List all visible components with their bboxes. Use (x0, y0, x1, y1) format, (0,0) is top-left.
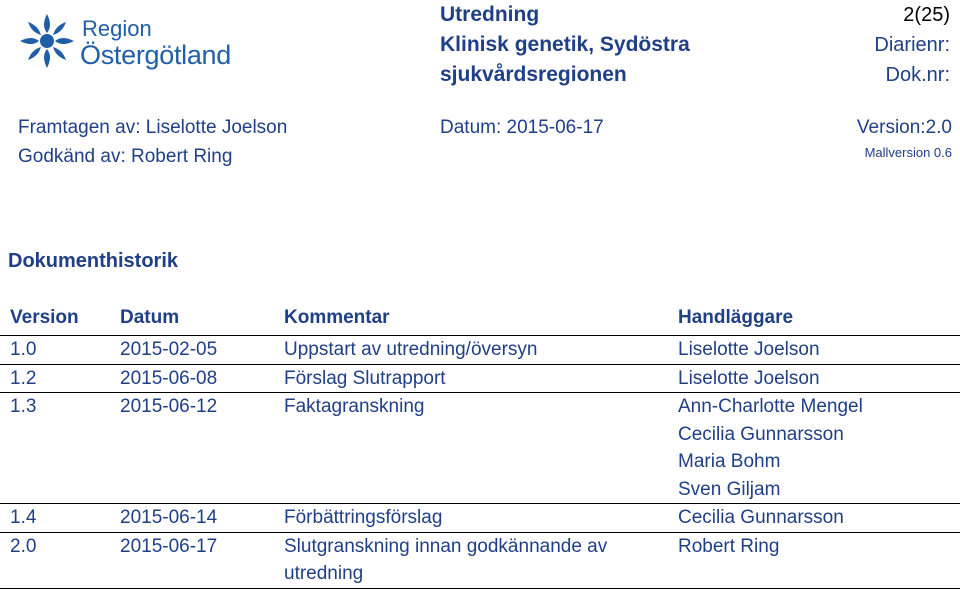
template-version: Mallversion 0.6 (864, 145, 952, 160)
document-title-line: Klinisk genetik, Sydöstra (440, 33, 690, 56)
cell-version: 1.0 (0, 336, 110, 365)
section-heading: Dokumenthistorik (8, 250, 179, 272)
document-identifiers (750, 0, 950, 90)
column-header-comment: Kommentar (274, 300, 668, 336)
handler-name: Ann-Charlotte Mengel (678, 396, 863, 417)
cell-date: 2015-06-12 (110, 393, 274, 504)
logo-name-text: Östergötland (80, 40, 231, 70)
handler-name: Liselotte Joelson (678, 367, 820, 389)
cell-version: 1.2 (0, 364, 110, 393)
cell-handler (668, 532, 960, 588)
prepared-by: Framtagen av: Liselotte Joelson (18, 117, 288, 138)
document-title (440, 0, 740, 90)
table-row (0, 532, 960, 588)
handler-name: Cecilia Gunnarsson (678, 507, 844, 528)
table-row (0, 504, 960, 533)
document-history (0, 300, 960, 589)
history-table (0, 300, 960, 589)
cell-handler (668, 336, 960, 365)
cell-handler (668, 393, 960, 504)
table-row (0, 393, 960, 504)
document-header (0, 0, 960, 180)
column-header-date: Datum (110, 300, 274, 336)
document-date: Datum: 2015-06-17 (440, 117, 604, 138)
cell-version: 1.4 (0, 504, 110, 533)
cell-date: 2015-06-08 (110, 364, 274, 393)
document-title-line: sjukvårdsregionen (440, 63, 627, 86)
cell-date: 2015-06-17 (110, 532, 274, 588)
doknr-label: Dok.nr: (885, 64, 950, 86)
page-number: 2(25) (903, 4, 950, 26)
logo-region-text: Region (82, 16, 152, 41)
cell-date: 2015-02-05 (110, 336, 274, 365)
document-version-block (857, 113, 952, 164)
cell-comment (274, 504, 668, 533)
cell-comment (274, 532, 668, 588)
comment-text: Slutgranskning innan godkännande av utredning (284, 535, 608, 584)
cell-version: 1.3 (0, 393, 110, 504)
handler-name: Cecilia Gunnarsson (678, 423, 844, 445)
handler-name: Liselotte Joelson (678, 339, 820, 360)
history-body (0, 336, 960, 589)
diarienr-label: Diarienr: (874, 34, 950, 56)
region-logo-icon (18, 12, 76, 70)
comment-text: Förbättringsförslag (284, 507, 443, 528)
document-title-line: Utredning (440, 3, 540, 26)
column-header-handler: Handläggare (668, 300, 960, 336)
table-row (0, 364, 960, 393)
column-header-version: Version (0, 300, 110, 336)
cell-date: 2015-06-14 (110, 504, 274, 533)
comment-text: Faktagranskning (284, 396, 425, 417)
cell-handler (668, 364, 960, 393)
comment-text: Förslag Slutrapport (284, 367, 446, 389)
cell-handler (668, 504, 960, 533)
approved-by: Godkänd av: Robert Ring (18, 146, 233, 167)
cell-comment (274, 336, 668, 365)
cell-comment (274, 364, 668, 393)
handler-name: Robert Ring (678, 535, 780, 557)
cell-comment (274, 393, 668, 504)
handler-name: Maria Bohm (678, 451, 781, 472)
handler-name: Sven Giljam (678, 478, 781, 500)
history-header-row (0, 300, 960, 336)
region-logo (18, 12, 231, 72)
cell-version: 2.0 (0, 532, 110, 588)
document-version: Version:2.0 (856, 117, 952, 138)
table-row (0, 336, 960, 365)
comment-text: Uppstart av utredning/översyn (284, 339, 538, 360)
document-authors (18, 113, 287, 171)
